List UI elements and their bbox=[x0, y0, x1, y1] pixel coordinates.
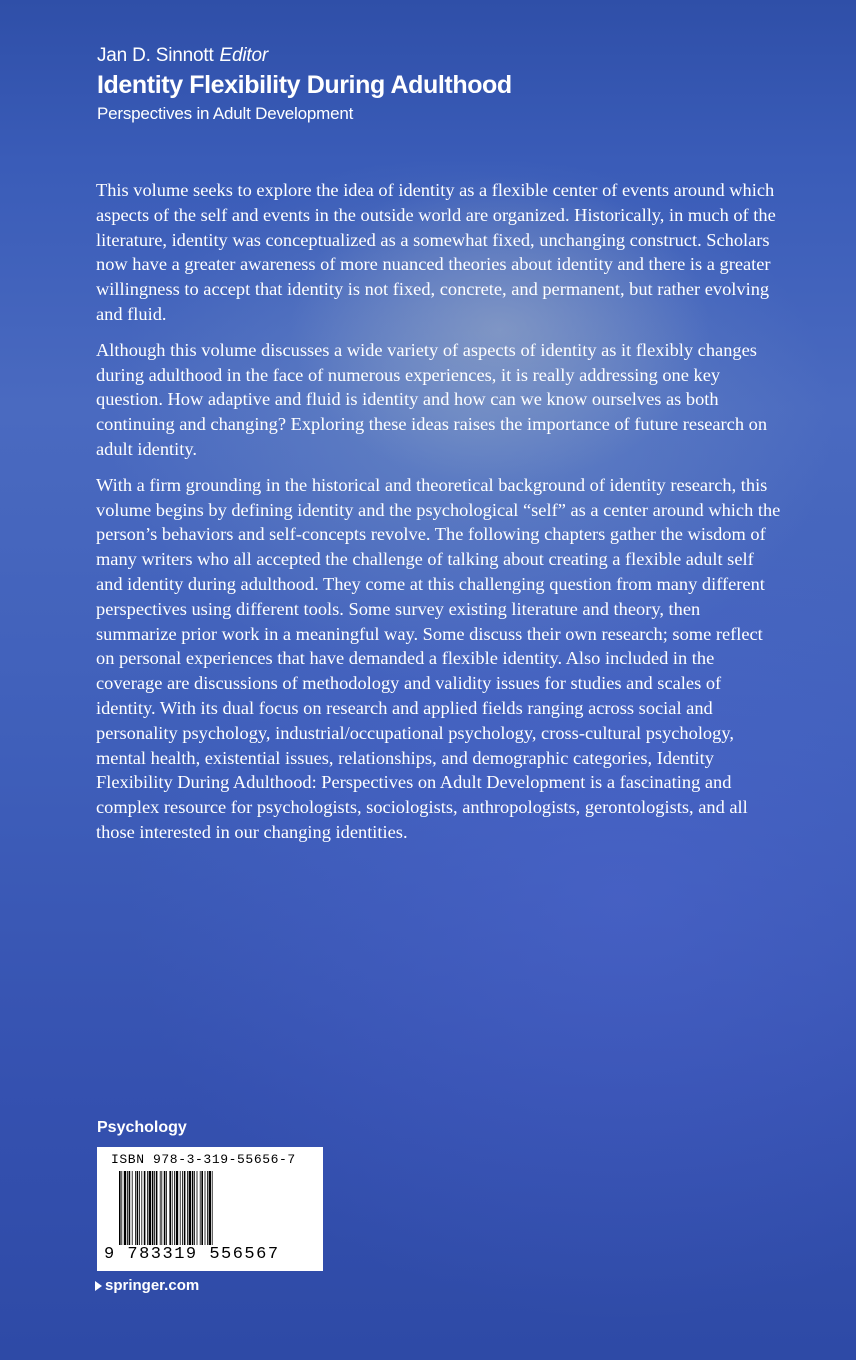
barcode-bar bbox=[172, 1171, 173, 1245]
barcode-bar bbox=[152, 1171, 154, 1245]
isbn-label: ISBN 978-3-319-55656-7 bbox=[111, 1152, 296, 1167]
editor-line bbox=[97, 44, 512, 68]
barcode-bar bbox=[149, 1171, 151, 1245]
barcode-bar bbox=[129, 1171, 131, 1245]
barcode-bar bbox=[127, 1171, 128, 1245]
barcode-bar bbox=[156, 1171, 158, 1245]
barcode-bar bbox=[154, 1171, 155, 1245]
barcode-bar bbox=[182, 1171, 183, 1245]
barcode-bar bbox=[180, 1171, 181, 1245]
subject-category: Psychology bbox=[97, 1119, 187, 1136]
barcode-bar bbox=[174, 1171, 175, 1245]
barcode-bar bbox=[147, 1171, 148, 1245]
barcode-bar bbox=[201, 1171, 203, 1245]
book-subtitle: Perspectives in Adult Development bbox=[97, 104, 354, 123]
barcode-bar bbox=[160, 1171, 161, 1245]
barcode-bar bbox=[139, 1171, 140, 1245]
barcode-bar bbox=[141, 1171, 142, 1245]
back-cover-blurb bbox=[96, 178, 782, 856]
barcode-bar bbox=[135, 1171, 136, 1245]
barcode-bar bbox=[137, 1171, 139, 1245]
barcode-bar bbox=[189, 1171, 191, 1245]
blurb-paragraph-1: This volume seeks to explore the idea of identity as a flexible center of events around which aspects of the self and events in the outside world are organized. Historically, in much of the literature, identity was conceptualized as a somewhat fixed, unchanging construct. Scholars now have a greater awareness of more nuanced theories about identity and there is a greater willingness to accept that identity is not fixed, concrete, and permanent, but rather evolving and fluid. bbox=[96, 180, 776, 324]
blurb-paragraph-2: Although this volume discusses a wide variety of aspects of identity as it flexibly changes during adulthood in the face of numerous experiences, it is really addressing one key question. How adaptive and fluid is identity and how can we know ourselves as both continuing and changing? Exploring these ideas raises the importance of future research on adult identity. bbox=[96, 339, 768, 459]
barcode-bar bbox=[144, 1171, 146, 1245]
barcode-bar bbox=[161, 1171, 162, 1245]
barcode-bar bbox=[212, 1171, 213, 1245]
barcode-graphic bbox=[119, 1171, 303, 1245]
barcode-bar bbox=[205, 1171, 206, 1245]
blurb-paragraph-3: With a firm grounding in the historical and theoretical background of identity research, this volume begins by defining identity and the psychological “self” as a center around which the person’s behaviors and self-concepts revolve. The following chapters gather the wisdom of many writers who all accepted the challenge of talking about creating a flexible adult self and identity during adulthood. They come at this challenging question from many different perspectives using different tools. Some survey existing literature and theory, then summarize prior work in a meaningful way. Some discuss their own research; some reflect on personal experiences that have demanded a flexible identity. Also included in the coverage are discussions of methodology and validity issues for studies and scales of identity. With its dual focus on research and applied fields ranging across social and personality psychology, industrial/occupational psychology, cross-cultural psychology, mental health, existential issues, relationships, and demographic categories, Identity Flexibility During Adulthood: Perspectives on Adult Development is a fascinating and complex resource for psychologists, sociologists, anthropologists, gerontologists, and all those interested in our changing identities. bbox=[96, 474, 781, 842]
triangle-right-icon bbox=[95, 1281, 102, 1291]
barcode-bar bbox=[132, 1171, 133, 1245]
barcode-bar bbox=[166, 1171, 167, 1245]
barcode-bar bbox=[124, 1171, 126, 1245]
barcode-bar bbox=[187, 1171, 188, 1245]
barcode-bar bbox=[119, 1171, 121, 1245]
book-title: Identity Flexibility During Adulthood bbox=[97, 71, 512, 99]
isbn-barcode-panel bbox=[97, 1147, 323, 1271]
barcode-bar bbox=[121, 1171, 122, 1245]
publisher-link-text[interactable]: springer.com bbox=[105, 1277, 200, 1294]
barcode-bar bbox=[194, 1171, 195, 1245]
editor-role: Editor bbox=[219, 45, 268, 66]
barcode-bar bbox=[164, 1171, 166, 1245]
barcode-bar bbox=[169, 1171, 171, 1245]
ean-digits: 9 783319 556567 bbox=[104, 1245, 280, 1264]
barcode-bar bbox=[176, 1171, 178, 1245]
barcode-bar bbox=[200, 1171, 201, 1245]
barcode-bar bbox=[192, 1171, 194, 1245]
editor-name: Jan D. Sinnott bbox=[97, 45, 214, 66]
barcode-bar bbox=[209, 1171, 211, 1245]
barcode-bar bbox=[197, 1171, 198, 1245]
barcode-bar bbox=[207, 1171, 208, 1245]
barcode-bar bbox=[184, 1171, 186, 1245]
book-header bbox=[97, 44, 512, 125]
publisher-link[interactable] bbox=[95, 1277, 199, 1294]
